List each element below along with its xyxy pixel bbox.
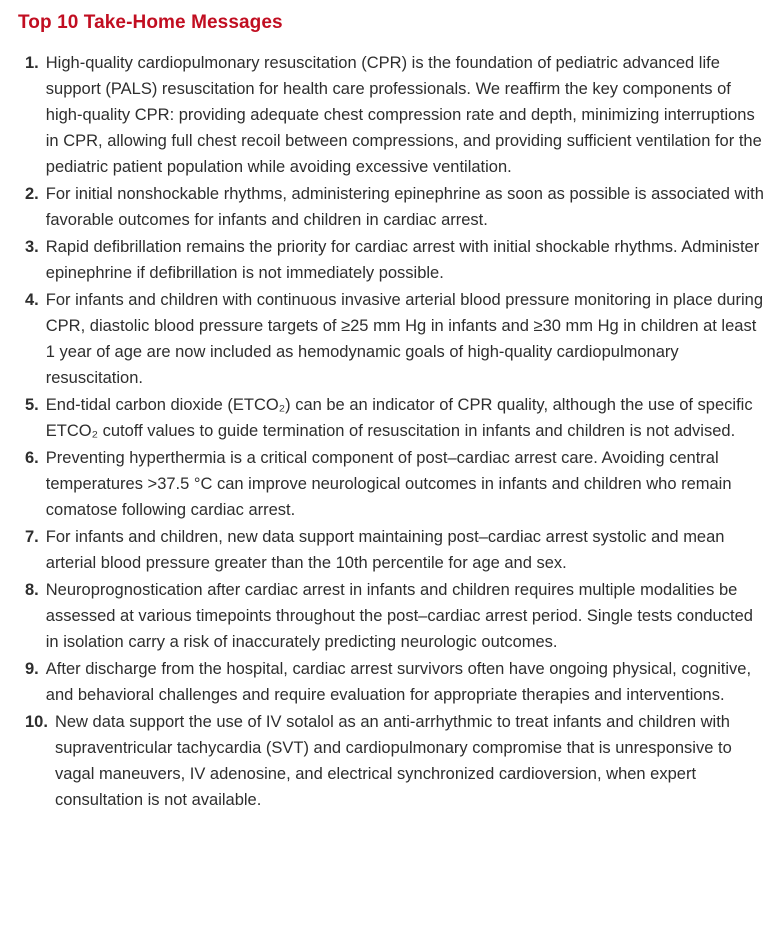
item-number: 7. (25, 528, 39, 546)
take-home-message-item (25, 50, 764, 180)
item-number: 6. (25, 449, 39, 467)
item-number: 10. (25, 713, 48, 731)
take-home-message-item (25, 445, 764, 523)
item-number: 9. (25, 660, 39, 678)
take-home-message-item (25, 287, 764, 391)
item-text: Neuroprognostication after cardiac arrest in infants and children requires multiple modalities be assessed at various timepoints throughout the post–cardiac arrest period. Single tests conducted in isolation carry a risk of inaccurately predicting neurologic outcomes. (45, 581, 753, 651)
item-number: 5. (25, 396, 39, 414)
item-number: 8. (25, 581, 39, 599)
item-number: 4. (25, 291, 39, 309)
item-text: For infants and children, new data support maintaining post–cardiac arrest systolic and mean arterial blood pressure greater than the 10th percentile for age and sex. (45, 528, 725, 572)
take-home-message-item (25, 181, 764, 233)
item-text: End-tidal carbon dioxide (ETCO₂) can be an indicator of CPR quality, although the use of specific ETCO₂ cutoff values to guide termination of resuscitation in infants and children is not advised. (45, 396, 753, 440)
item-text: Preventing hyperthermia is a critical component of post–cardiac arrest care. Avoiding central temperatures >37.5 °C can improve neurological outcomes in infants and children who remain comatose following cardiac arrest. (45, 449, 732, 519)
take-home-message-item (25, 577, 764, 655)
item-text: High-quality cardiopulmonary resuscitation (CPR) is the foundation of pediatric advanced life support (PALS) resuscitation for health care professionals. We reaffirm the key components of high-quality CPR: providing adequate chest compression rate and depth, minimizing interruptions in CPR, allowing full chest recoil between compressions, and providing sufficient ventilation for the pediatric patient population while avoiding excessive ventilation. (45, 54, 762, 176)
item-text: Rapid defibrillation remains the priority for cardiac arrest with initial shockable rhythms. Administer epinephrine if defibrillation is not immediately possible. (45, 238, 760, 282)
take-home-message-item (25, 524, 764, 576)
item-number: 3. (25, 238, 39, 256)
item-text: New data support the use of IV sotalol as an anti-arrhythmic to treat infants and children with supraventricular tachycardia (SVT) and cardiopulmonary compromise that is unresponsive to vagal maneuvers, IV adenosine, and electrical synchronized cardioversion, when expert consultation is not available. (54, 713, 732, 809)
take-home-message-item (25, 234, 764, 286)
take-home-message-item (25, 656, 764, 708)
take-home-message-item (25, 392, 764, 444)
item-text: For initial nonshockable rhythms, administering epinephrine as soon as possible is associated with favorable outcomes for infants and children in cardiac arrest. (45, 185, 764, 229)
take-home-message-list (18, 50, 764, 813)
item-number: 2. (25, 185, 39, 203)
item-number: 1. (25, 54, 39, 72)
section-title: Top 10 Take-Home Messages (18, 12, 283, 33)
item-text: For infants and children with continuous invasive arterial blood pressure monitoring in place during CPR, diastolic blood pressure targets of ≥25 mm Hg in infants and ≥30 mm Hg in children at least 1 year of age are now included as hemodynamic goals of high-quality cardiopulmonary resuscitation. (45, 291, 763, 387)
take-home-message-item (25, 709, 764, 813)
item-text: After discharge from the hospital, cardiac arrest survivors often have ongoing physical, cognitive, and behavioral challenges and require evaluation for appropriate therapies and interventions. (45, 660, 752, 704)
